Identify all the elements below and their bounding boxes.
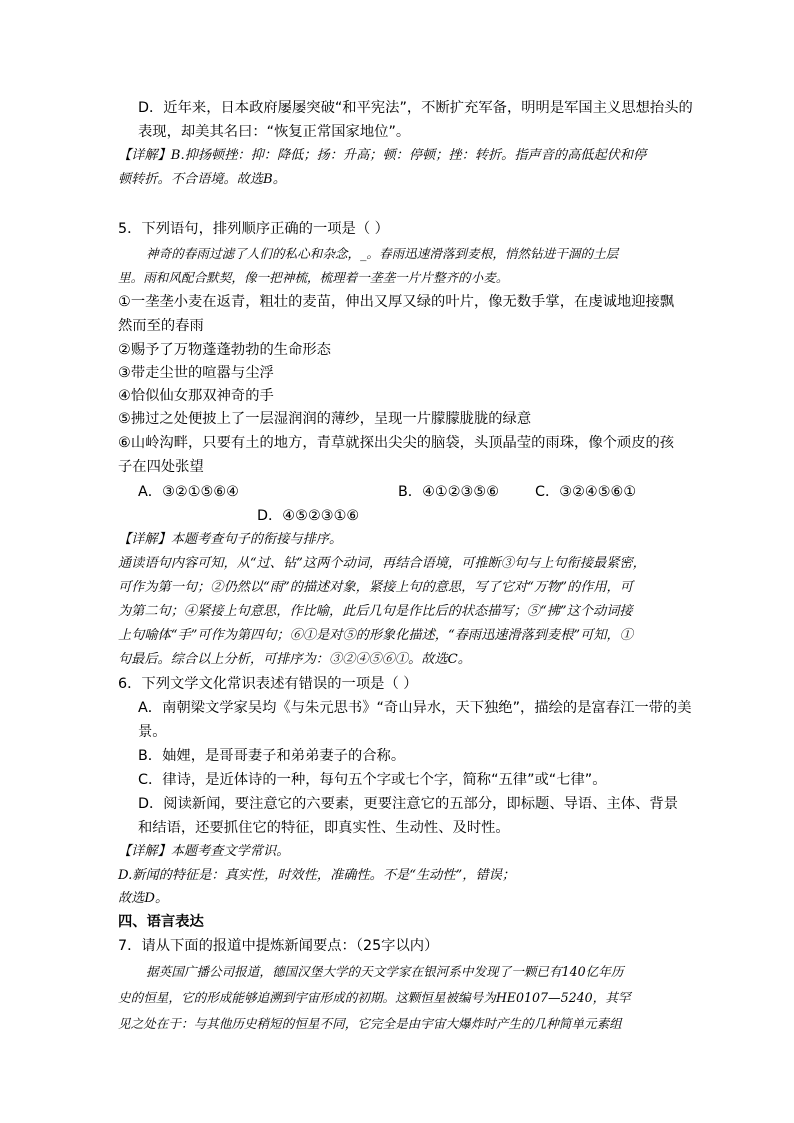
q5-item-2: ②赐予了万物蓬蓬勃勃的生命形态	[118, 342, 331, 358]
q5-explanation-line2: 通读语句内容可知，从“过、钻”这两个动词，再结合语境，可推断③句与上句衔接最紧密，	[118, 556, 646, 571]
q4-explanation-line1: 【详解】B.抑扬顿挫：抑：降低；扬：升高；顿：停顿；挫：转折。指声音的高低起伏和停	[118, 148, 647, 163]
q5-explanation-line5: 上句喻体“手”可作为第四句；⑥①是对⑤的形象化描述，“春雨迅速滑落到麦根”可知，①	[118, 628, 633, 643]
q6-explanation-line3: 故选D。	[118, 891, 169, 906]
q5-item-5: ⑤拂过之处便披上了一层湿润润的薄纱，呈现一片朦朦胧胧的绿意	[118, 411, 532, 427]
q5-explanation-line4: 为第二句；④紧接上句意思，作比喻，此后几句是作比后的状态描写；⑤“拂”这个动词接	[118, 604, 633, 619]
q6-option-a-line1: A．南朝梁文学家吴均《与朱元思书》“奇山异水，天下独绝”，描绘的是富春江一带的美	[138, 700, 692, 716]
q7-passage-line1: 据英国广播公司报道，德国汉堡大学的天文学家在银河系中发现了一颗已有140亿年历	[146, 964, 624, 979]
q6-option-a-line2: 景。	[138, 724, 167, 740]
q5-option-d: D．④⑤②③①⑥	[257, 508, 360, 524]
q7-stem: 7．请从下面的报道中提炼新闻要点：（25字以内）	[118, 938, 439, 954]
q7-passage-line2: 史的恒星，它的形成能够追溯到宇宙形成的初期。这颗恒星被编号为HE0107—5240，其罕	[118, 990, 631, 1005]
q4-option-d-line1: D．近年来，日本政府屡屡突破“和平宪法”，不断扩充军备，明明是军国主义思想抬头的	[138, 100, 693, 116]
q6-explanation-line1: 【详解】本题考查文学常识。	[118, 844, 290, 859]
q4-explanation-line2: 顿转折。不合语境。故选B。	[118, 172, 286, 187]
q5-item-4: ④恰似仙女那双神奇的手	[118, 388, 274, 404]
section-heading: 四、语言表达	[118, 914, 204, 930]
q5-item-1b: 然而至的春雨	[118, 318, 204, 334]
q5-passage-line1: 神奇的春雨过滤了人们的私心和杂念，_。春雨迅速滑落到麦根，悄然钻进干涸的土层	[146, 246, 619, 261]
q5-stem: 5．下列语句，排列顺序正确的一项是（ ）	[118, 221, 389, 237]
q5-item-1a: ①一垄垄小麦在返青，粗壮的麦苗，伸出又厚又绿的叶片，像无数手掌，在虔诚地迎接飘	[118, 294, 675, 310]
q6-option-d-line1: D．阅读新闻，要注意它的六要素，更要注意它的五部分，即标题、导语、主体、背景	[138, 796, 678, 812]
q7-passage-line3: 见之处在于：与其他历史稍短的恒星不同，它完全是由宇宙大爆炸时产生的几种简单元素组	[118, 1016, 622, 1031]
q6-stem: 6．下列文学文化常识表述有错误的一项是（ ）	[118, 676, 418, 692]
q5-option-a: A．③②①⑤⑥④	[138, 484, 239, 500]
q6-option-b: B．妯娌，是哥哥妻子和弟弟妻子的合称。	[138, 748, 406, 764]
q6-explanation-line2: D.新闻的特征是：真实性，时效性，准确性。不是“生动性”，错误；	[118, 868, 516, 883]
q5-item-6b: 子在四处张望	[118, 459, 204, 475]
q5-explanation-line3: 可作为第一句；②仍然以“雨”的描述对象，紧接上句的意思，写了它对“万物”的作用，可	[118, 580, 633, 595]
q6-option-c: C．律诗，是近体诗的一种，每句五个字或七个字，简称“五律”或“七律”。	[138, 772, 607, 788]
q5-option-b: B．④①②③⑤⑥	[398, 484, 500, 500]
q5-item-3: ③带走尘世的喧嚣与尘浮	[118, 365, 274, 381]
q6-option-d-line2: 和结语，还要抓住它的特征，即真实性、生动性、及时性。	[138, 820, 510, 836]
q4-option-d-line2: 表现，却美其名曰：“恢复正常国家地位”。	[138, 124, 411, 140]
q5-passage-line2: 里。雨和风配合默契，像一把神梳，梳理着一垄垄一片片整齐的小麦。	[118, 270, 509, 285]
q5-explanation-line6: 句最后。综合以上分析，可排序为：③②④⑤⑥①。故选C。	[118, 652, 471, 667]
q5-option-c: C．③②④⑤⑥①	[535, 484, 637, 500]
q5-explanation-line1: 【详解】本题考查句子的衔接与排序。	[118, 532, 343, 547]
q5-item-6a: ⑥山岭沟畔，只要有土的地方，青草就探出尖尖的脑袋，头顶晶莹的雨珠，像个顽皮的孩	[118, 435, 675, 451]
